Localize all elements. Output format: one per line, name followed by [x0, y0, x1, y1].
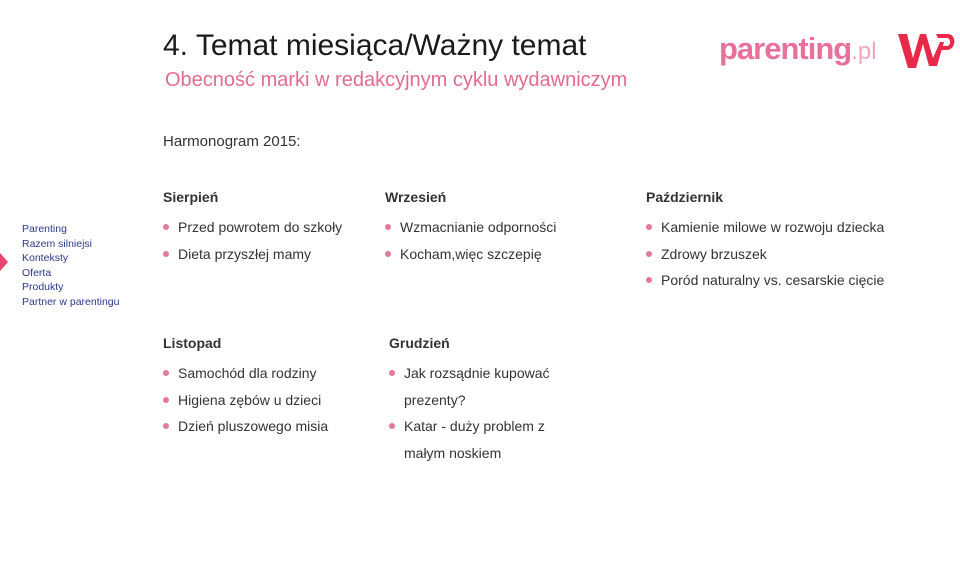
left-nav — [22, 222, 119, 309]
topic-item: Wzmacnianie odporności — [385, 214, 556, 241]
nav-item-konteksty[interactable]: Konteksty — [22, 252, 69, 264]
topic-list — [163, 360, 328, 440]
nav-item-oferta[interactable]: Oferta — [22, 266, 52, 279]
wp-logo-icon[interactable] — [896, 28, 958, 72]
topic-list — [385, 214, 556, 267]
topic-item: Dieta przyszłej mamy — [163, 241, 283, 268]
active-section-marker-icon — [0, 253, 8, 271]
topic-item: Przed powrotem do szkoły — [163, 214, 283, 241]
nav-item-produkty[interactable]: Produkty — [22, 281, 64, 293]
schedule-label: Harmonogram 2015: — [163, 133, 301, 150]
topic-item: Katar - duży problem z małym noskiem — [389, 413, 574, 466]
parenting-logo-tld: .pl — [851, 38, 877, 65]
nav-item-partner-w-parentingu[interactable]: Partner w parentingu — [22, 295, 120, 308]
parenting-logo[interactable] — [719, 30, 877, 71]
topic-item: Kocham,więc szczepię — [385, 241, 556, 268]
month-title: Październik — [646, 189, 724, 205]
topic-list — [163, 214, 343, 267]
topic-item: Samochód dla rodziny — [163, 360, 328, 387]
month-title: Sierpień — [163, 189, 219, 205]
month-pazdziernik — [646, 187, 884, 294]
month-sierpien — [163, 187, 343, 267]
month-title: Listopad — [163, 335, 222, 351]
topic-item: Higiena zębów u dzieci — [163, 387, 328, 414]
nav-item-razem-silniejsi[interactable]: Razem silniejsi — [22, 237, 93, 250]
topic-item: Jak rozsądnie kupować prezenty? — [389, 360, 574, 413]
topic-item: Zdrowy brzuszek — [646, 241, 884, 268]
page-title: 4. Temat miesiąca/Ważny temat — [163, 29, 587, 62]
month-grudzien — [389, 333, 574, 466]
month-wrzesien — [385, 187, 556, 267]
topic-item: Kamienie milowe w rozwoju dziecka — [646, 214, 884, 241]
topic-list — [646, 214, 884, 294]
nav-item-parenting[interactable]: Parenting — [22, 223, 67, 235]
wp-logo-graphic — [896, 28, 958, 72]
page-subtitle: Obecność marki w redakcyjnym cyklu wydawniczym — [165, 69, 628, 91]
month-title: Grudzień — [389, 335, 450, 351]
month-listopad — [163, 333, 328, 440]
topic-item: Dzień pluszowego misia — [163, 413, 328, 440]
topic-item: Poród naturalny vs. cesarskie cięcie — [646, 267, 884, 294]
month-title: Wrzesień — [385, 189, 447, 205]
topic-list — [389, 360, 574, 466]
parenting-logo-main: parenting — [719, 31, 852, 66]
